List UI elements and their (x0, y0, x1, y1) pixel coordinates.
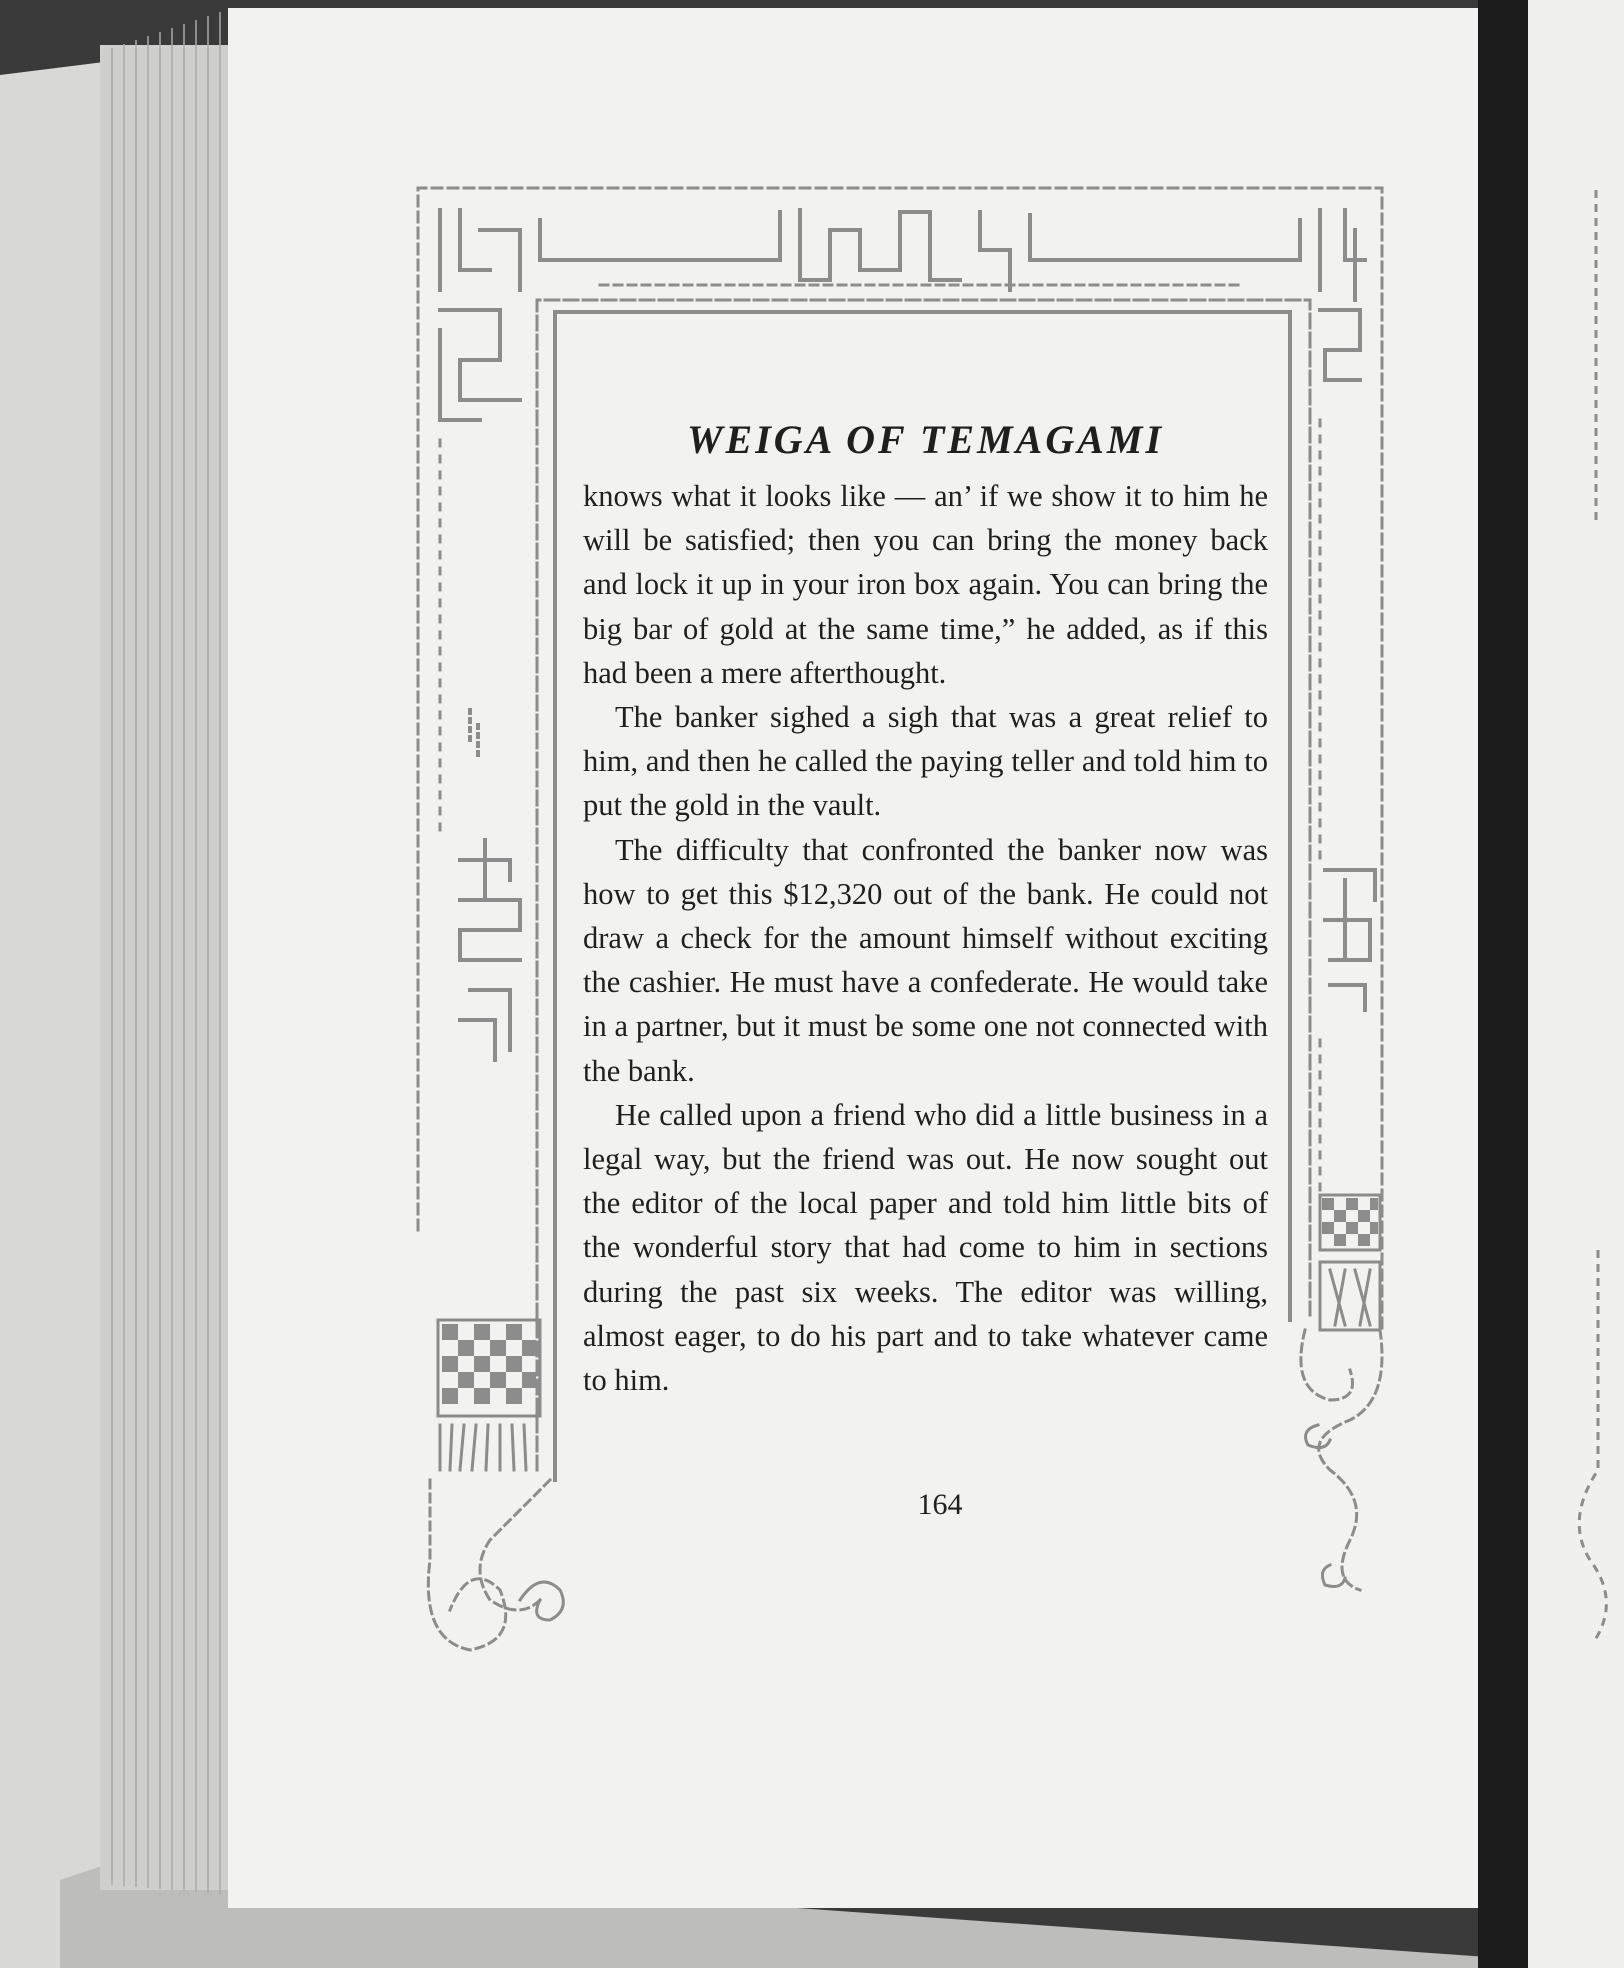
gutter-shadow (1478, 0, 1528, 1968)
paragraph: The banker sighed a sigh that was a great relief to him, and then he called the paying teller and told him to put the gold in the vault. (583, 700, 1268, 823)
page-text (583, 417, 1268, 1402)
paragraph: He called upon a friend who did a little business in a legal way, but the friend was out. He now sought out the editor of the local paper and told him little bits of the wonderful story that had come to him in sections during the past six weeks. The editor was willing, almost eager, to do his part and to take whatever came to him. (583, 1097, 1268, 1398)
paragraph: knows what it looks like — an’ if we show it to him he will be satisfied; then you can bring the money back and lock it up in your iron box again. You can bring the big bar of gold at the same time,” he added, as if this had been a mere afterthought. (583, 479, 1268, 690)
paragraph: The difficulty that confronted the banker now was how to get this $12,320 out of the bank. He could not draw a check for the amount himself without exciting the cashier. He must have a confederate. He would take in a partner, but it must be some one not connected with the bank. (583, 832, 1268, 1088)
page-number: 164 (917, 1488, 963, 1521)
facing-page (1528, 0, 1624, 1968)
running-head: WEIGA OF TEMAGAMI (686, 417, 1165, 462)
